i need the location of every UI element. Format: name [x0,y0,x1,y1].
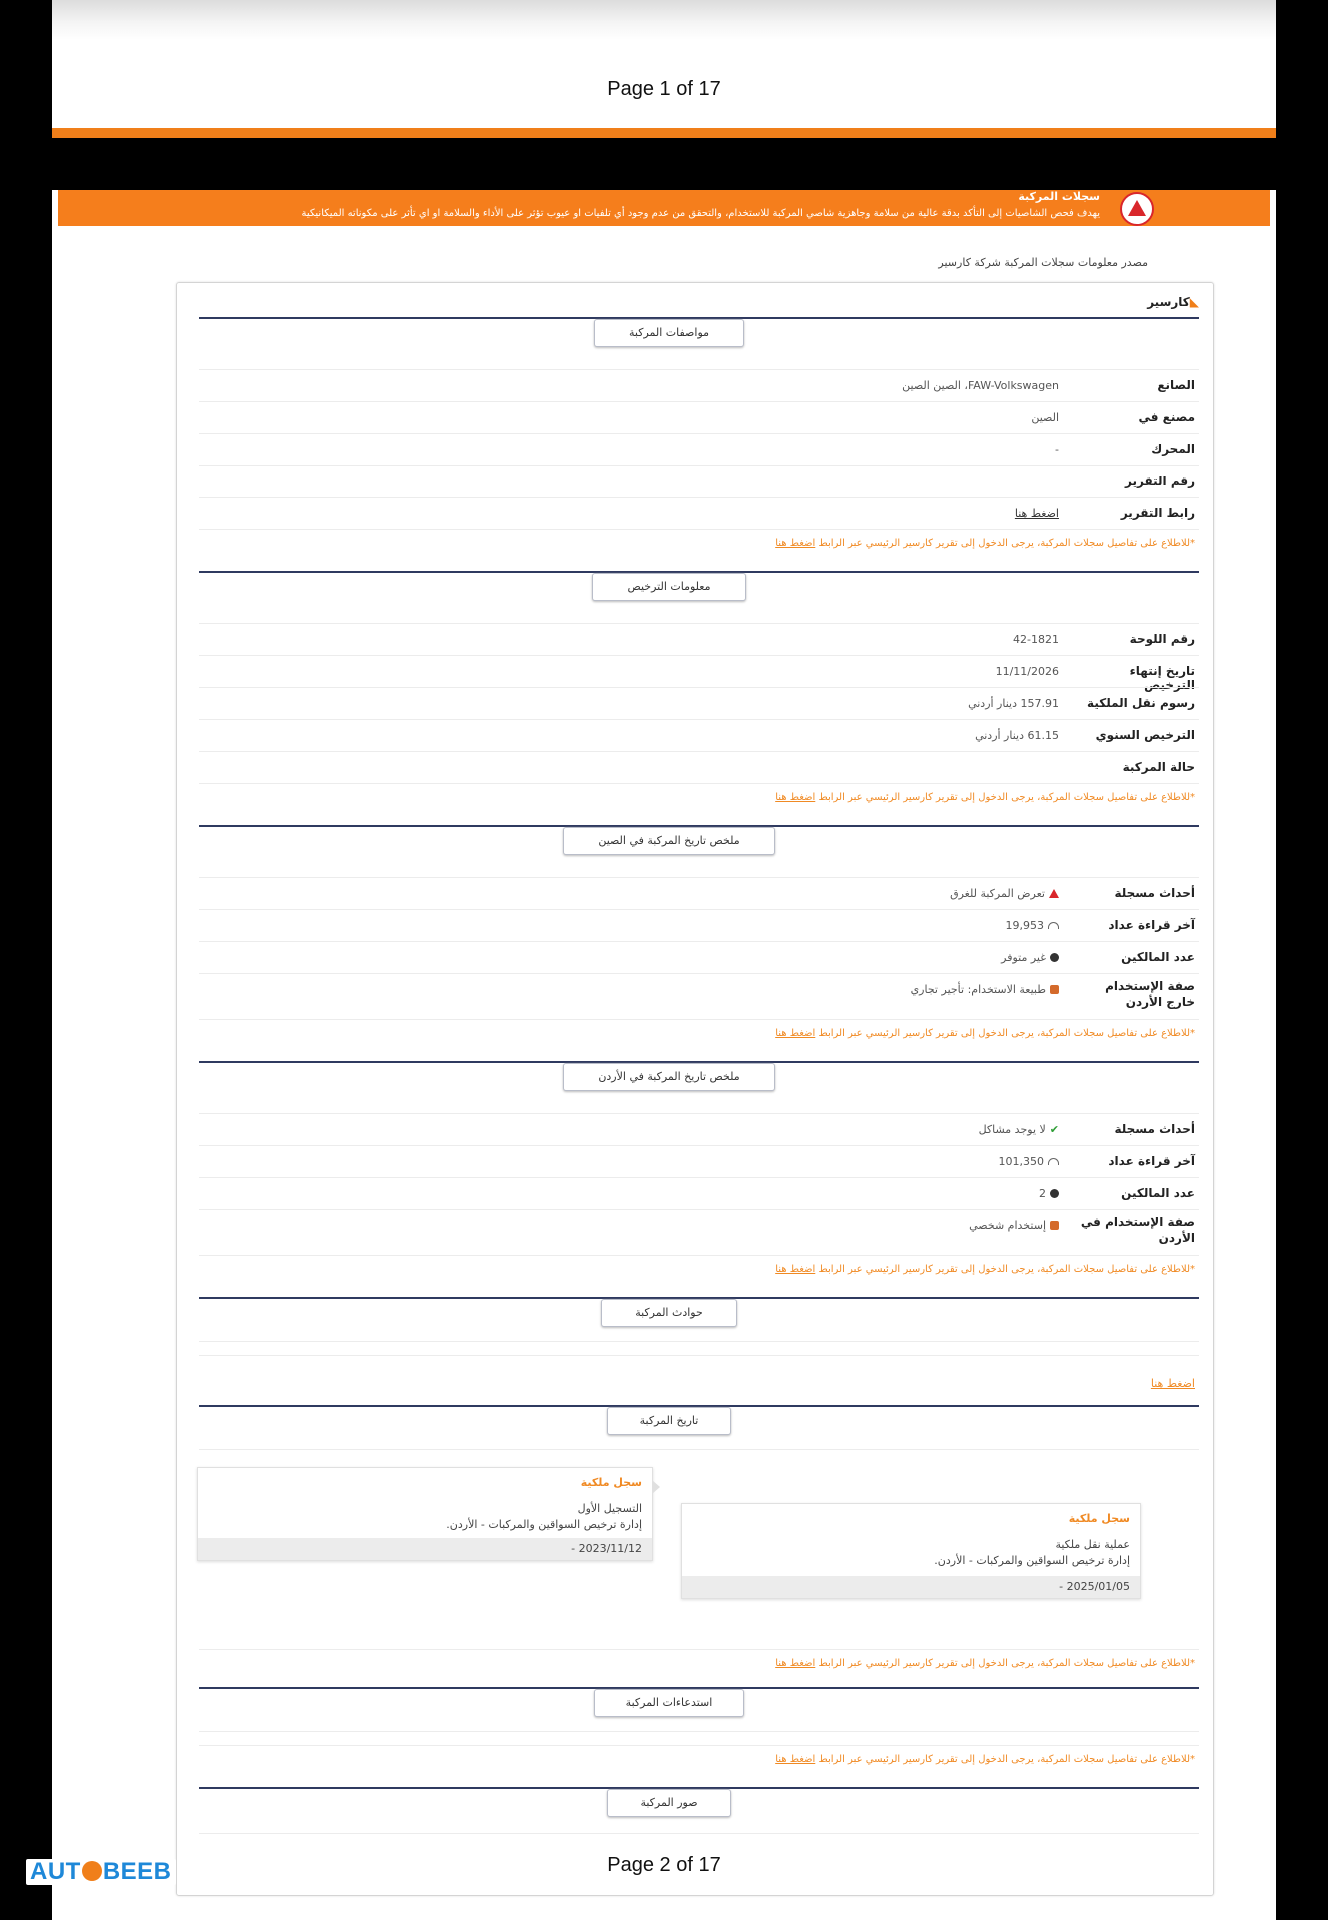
row-label: مصنع في [1138,410,1195,424]
jordan-row-usage [199,1209,1199,1254]
section-specs-title: مواصفات المركبة [594,319,744,347]
china-row-odometer [199,909,1199,942]
section-license-title: معلومات الترخيص [592,573,746,601]
note-link[interactable]: اضغط هنا [775,1028,816,1039]
row-separator [199,1449,1199,1450]
license-row-transfer-fee [199,687,1199,720]
odometer-icon [1048,1158,1059,1165]
card-line: التسجيل الأول [577,1502,642,1515]
page-number-bottom: Page 2 of 17 [607,1854,721,1876]
section-photos-title: صور المركبة [607,1789,731,1817]
row-label: الترخيص السنوي [1095,728,1195,742]
row-separator [199,1833,1199,1834]
accidents-link[interactable]: اضغط هنا [1150,1377,1195,1390]
note-text: *للاطلاع على تفاصيل سجلات المركبة، يرجى الدخول إلى تقرير كارسير الرئيسي عبر الرابط [818,1028,1195,1039]
report-link[interactable]: اضغط هنا [1014,507,1059,520]
usage-icon [1050,1221,1059,1230]
row-label: رسوم نقل الملكية [1087,696,1195,710]
row-value: 157.91 دينار أردني [968,697,1059,710]
spec-row-report-link [199,497,1199,530]
banner-title: سجلات المركبة [1018,190,1100,203]
spec-row-engine [199,433,1199,466]
spec-row-made-in [199,401,1199,434]
report-page [52,190,1276,1920]
row-label: رقم اللوحة [1129,632,1195,646]
note-text: *للاطلاع على تفاصيل سجلات المركبة، يرجى الدخول إلى تقرير كارسير الرئيسي عبر الرابط [818,792,1195,803]
license-row-annual [199,719,1199,752]
card-line: عملية نقل ملكية [1055,1538,1130,1551]
row-value: 11/11/2026 [995,665,1059,678]
note-link[interactable]: اضغط هنا [775,538,816,549]
license-row-plate [199,623,1199,656]
row-label: الصانع [1157,378,1195,392]
section-history-title: تاريخ المركبة [607,1407,731,1435]
row-label: أحداث مسجلة [1114,1122,1195,1136]
spec-row-maker [199,369,1199,402]
note-link[interactable]: اضغط هنا [775,1264,816,1275]
history-card-ownership-transfer [681,1503,1141,1599]
row-separator [199,1341,1199,1342]
jordan-row-events [199,1113,1199,1146]
row-label: حالة المركبة [1122,760,1195,774]
license-row-status [199,751,1199,784]
section-jordan-title: ملخص تاريخ المركبة في الأردن [563,1063,775,1091]
row-value: 42-1821 [1013,633,1059,646]
card-date: 2023/11/12 - [571,1542,642,1555]
row-label: أحداث مسجلة [1114,886,1195,900]
carseer-logo: ◣كارسير [1147,295,1199,309]
row-label: صفة الإستخدام خارج الأردن [1105,979,1195,1009]
autobeeb-watermark: AUT BEEB [26,1859,176,1885]
report-box [176,282,1214,1896]
row-label: تاريخ إنتهاء الترخيص [1129,664,1195,692]
jordan-row-odometer [199,1145,1199,1178]
row-value: FAW-Volkswagen، الصين الصين [902,379,1059,392]
row-value: تعرض المركبة للغرق [950,887,1045,900]
note-link[interactable]: اضغط هنا [775,792,816,803]
row-value: غير متوفر [1001,951,1046,964]
row-value: - [1055,443,1059,456]
row-label: صفة الإستخدام في الأردن [1080,1215,1195,1245]
jordan-row-owners [199,1177,1199,1210]
details-note [199,1255,1199,1284]
note-text: *للاطلاع على تفاصيل سجلات المركبة، يرجى الدخول إلى تقرير كارسير الرئيسي عبر الرابط [818,1754,1195,1765]
details-note [199,529,1199,558]
orange-strip [52,128,1276,138]
note-link[interactable]: اضغط هنا [775,1754,816,1765]
row-value: طبيعة الاستخدام: تأجير تجاري [910,983,1046,996]
section-china-title: ملخص تاريخ المركبة في الصين [563,827,775,855]
row-value: 101,350 [998,1155,1044,1168]
source-line: مصدر معلومات سجلات المركبة شركة كارسير [938,256,1148,269]
card-pointer [652,1480,660,1494]
row-value: 19,953 [1005,919,1044,932]
row-label: عدد المالكين [1121,1186,1195,1200]
note-text: *للاطلاع على تفاصيل سجلات المركبة، يرجى الدخول إلى تقرير كارسير الرئيسي عبر الرابط [818,1264,1195,1275]
card-date: 2025/01/05 - [1059,1580,1130,1593]
row-label: رقم التقرير [1125,474,1195,488]
row-label: عدد المالكين [1121,950,1195,964]
wheel-icon [82,1861,102,1881]
row-value: الصين [1031,411,1059,424]
note-link[interactable]: اضغط هنا [775,1658,816,1669]
page-gap [52,138,1276,190]
section-recalls-title: استدعاءات المركبة [594,1689,744,1717]
row-label: آخر قراءة عداد [1108,1154,1195,1168]
china-row-owners [199,941,1199,974]
row-value: إستخدام شخصي [969,1219,1046,1232]
details-note [199,783,1199,812]
card-title: سجل ملكية [1068,1512,1130,1525]
row-value: 61.15 دينار أردني [975,729,1059,742]
owner-icon [1050,953,1059,962]
card-title: سجل ملكية [580,1476,642,1489]
row-label: المحرك [1151,442,1195,456]
owner-icon [1050,1189,1059,1198]
warning-icon [1120,192,1154,226]
usage-icon [1050,985,1059,994]
row-value: لا يوجد مشاكل [978,1123,1046,1136]
odometer-icon [1048,922,1059,929]
section-accidents-title: حوادث المركبة [601,1299,737,1327]
row-separator [199,1731,1199,1732]
row-label: رابط التقرير [1120,506,1195,520]
warning-icon [1049,889,1059,898]
history-card-first-registration [197,1467,653,1561]
row-separator [199,1355,1199,1356]
banner-description: يهدف فحص الشاصيات إلى التأكد بدقة عالية من سلامة وجاهزية شاصي المركبة للاستخدام، والتحقق من عدم وجود أي تلفيات او عيوب تؤثر على الأداء والسلامة او اي تأثر على مكوناته الميكانيكية [301,208,1100,219]
card-line: إدارة ترخيص السواقين والمركبات - الأردن. [446,1518,642,1531]
china-row-usage [199,973,1199,1018]
page-number-top: Page 1 of 17 [607,78,721,100]
details-note [199,1019,1199,1048]
license-row-expiry [199,655,1199,692]
vehicle-records-banner [58,190,1270,226]
card-line: إدارة ترخيص السواقين والمركبات - الأردن. [934,1554,1130,1567]
details-note [199,1745,1199,1774]
details-note [199,1649,1199,1678]
row-label: آخر قراءة عداد [1108,918,1195,932]
brand-mark-icon: ◣ [1189,295,1199,309]
check-icon: ✔ [1049,1123,1059,1136]
spec-row-report-number [199,465,1199,498]
note-text: *للاطلاع على تفاصيل سجلات المركبة، يرجى الدخول إلى تقرير كارسير الرئيسي عبر الرابط [818,538,1195,549]
china-row-events [199,877,1199,910]
note-text: *للاطلاع على تفاصيل سجلات المركبة، يرجى الدخول إلى تقرير كارسير الرئيسي عبر الرابط [818,1658,1195,1669]
previous-page-strip [52,0,1276,138]
row-value: 2 [1039,1187,1046,1200]
